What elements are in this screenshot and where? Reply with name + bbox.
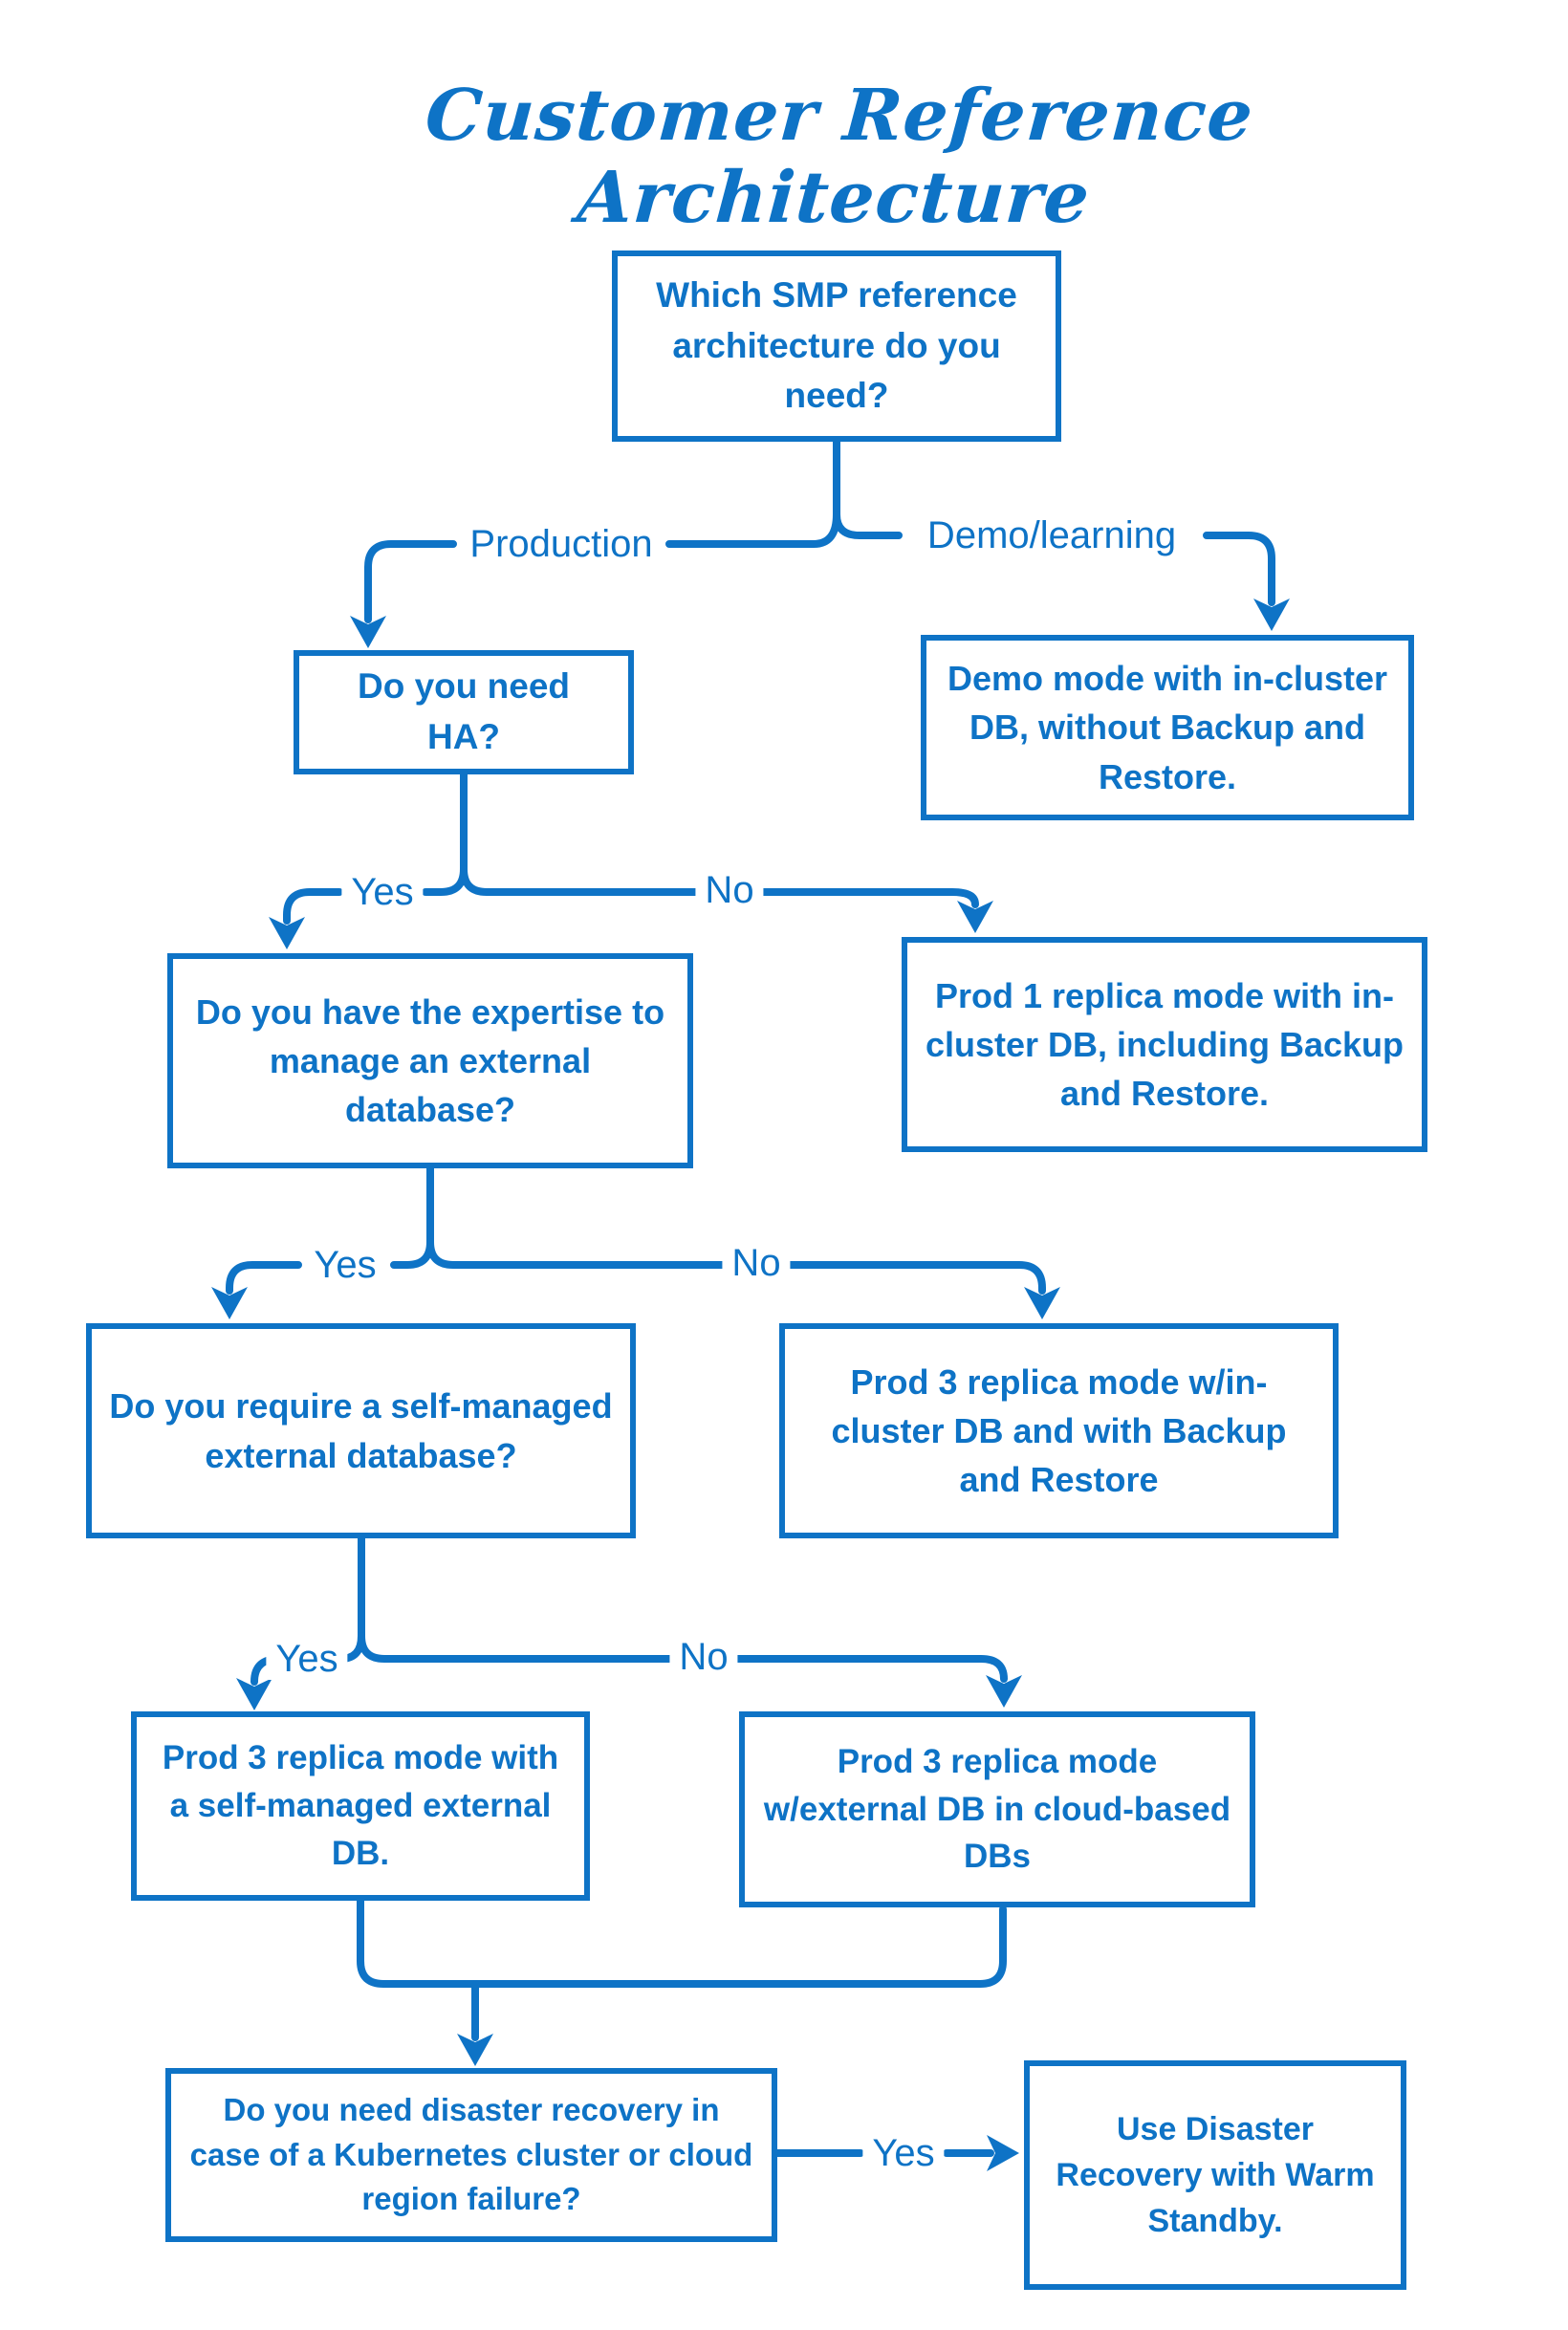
edge-demo-right	[837, 514, 899, 535]
edge-production-arrow	[368, 544, 453, 620]
edge-ha-no-right	[464, 869, 701, 892]
edge-production-left	[669, 514, 837, 544]
node-prod-3-cloud: Prod 3 replica mode w/external DB in cloud-based DBs	[739, 1711, 1255, 1907]
edge-label-demo-learning: Demo/learning	[918, 514, 1186, 556]
edge-label-expertise-no: No	[722, 1242, 790, 1284]
edge-selfmanaged-no-right	[361, 1636, 674, 1659]
edge-label-expertise-yes: Yes	[304, 1244, 385, 1286]
node-prod-3-selfmanaged: Prod 3 replica mode with a self-managed external DB.	[131, 1711, 590, 1901]
node-need-ha: Do you need HA?	[294, 650, 634, 774]
node-warm-standby: Use Disaster Recovery with Warm Standby.	[1024, 2060, 1406, 2290]
edge-label-ha-no: No	[695, 869, 763, 911]
page-title: Customer Reference Architecture	[423, 75, 1256, 239]
edge-expertise-yes-arrow	[229, 1265, 298, 1291]
edge-label-ha-yes: Yes	[341, 871, 423, 913]
edge-ha-yes-left	[425, 869, 464, 892]
node-disaster-recovery-question: Do you need disaster recovery in case of a Kubernetes cluster or cloud region failure?	[165, 2068, 777, 2242]
edge-demo-arrow	[1207, 535, 1272, 602]
edge-label-production: Production	[460, 523, 662, 565]
edge-ha-no-arrow	[758, 892, 975, 904]
edge-merge	[360, 1901, 1003, 1984]
node-self-managed-question: Do you require a self-managed external database?	[86, 1323, 636, 1538]
node-prod-1-replica: Prod 1 replica mode with in-cluster DB, including Backup and Restore.	[902, 937, 1427, 1152]
node-demo-mode: Demo mode with in-cluster DB, without Backup and Restore.	[921, 635, 1414, 820]
node-prod-3-incluster: Prod 3 replica mode w/in-cluster DB and with Backup and Restore	[779, 1323, 1339, 1538]
edge-label-selfmanaged-no: No	[669, 1636, 737, 1678]
edge-selfmanaged-no-arrow	[733, 1659, 1004, 1679]
node-start: Which SMP reference architecture do you need?	[612, 250, 1061, 442]
edge-label-selfmanaged-yes: Yes	[266, 1638, 347, 1680]
node-expertise: Do you have the expertise to manage an external database?	[167, 953, 693, 1168]
edge-expertise-no-arrow	[786, 1265, 1042, 1291]
edge-label-dr-yes: Yes	[862, 2132, 944, 2174]
edge-ha-yes-arrow	[287, 892, 339, 921]
edge-expertise-yes-left	[394, 1242, 430, 1265]
edge-expertise-no-right	[430, 1242, 727, 1265]
